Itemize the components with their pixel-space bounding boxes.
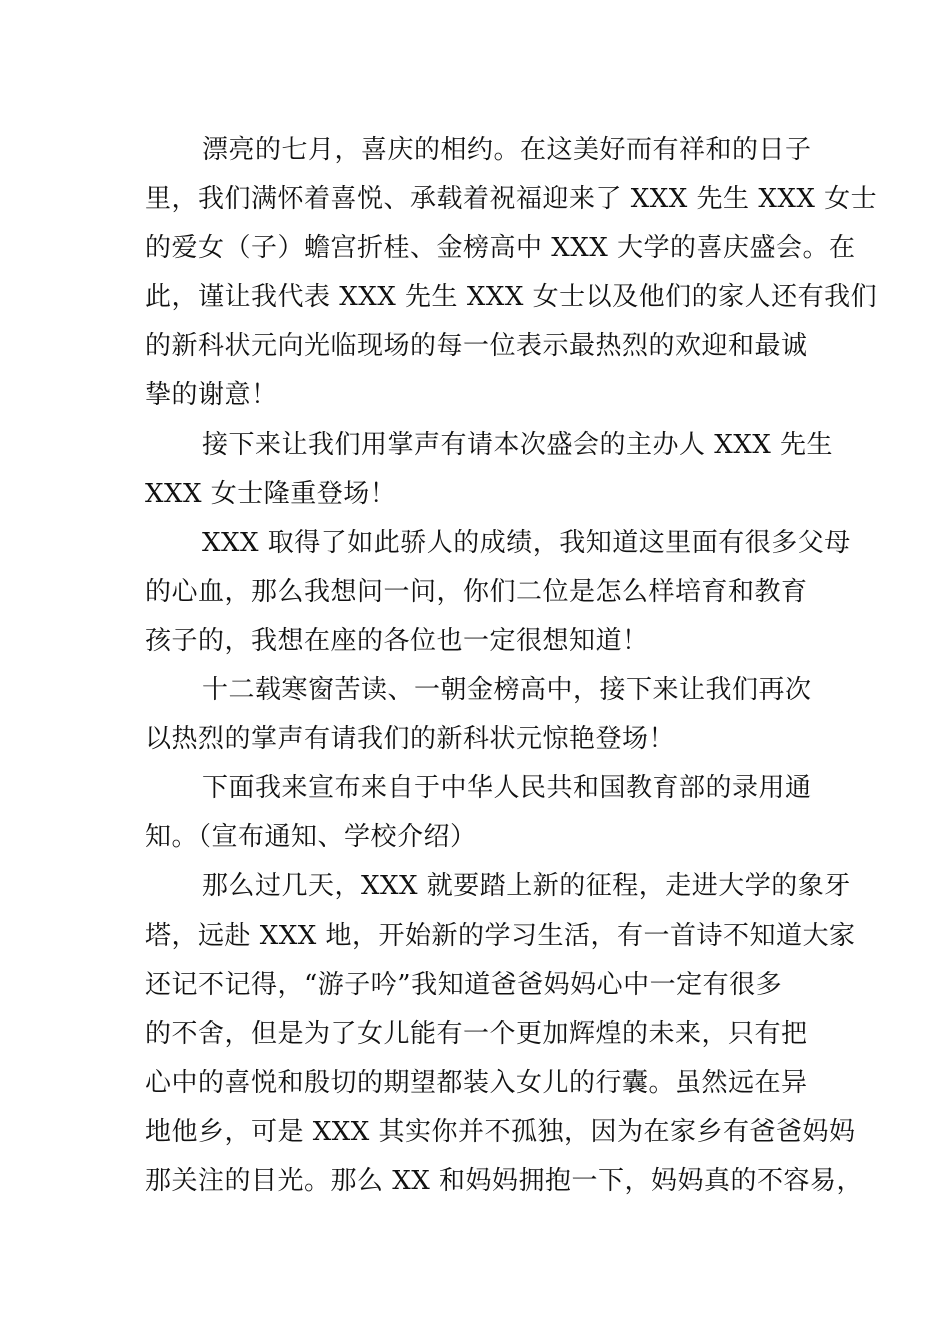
paragraph-line: 挚的谢意！ (145, 380, 278, 411)
paragraph-invite-graduate (145, 666, 810, 764)
paragraph-admission-notice (145, 764, 810, 862)
paragraph-line: 十二载寒窗苦读、一朝金榜高中，接下来让我们再次 (202, 675, 812, 706)
paragraph-line: XXX 女士隆重登场！ (145, 478, 397, 509)
paragraph-line: 下面我来宣布来自于中华人民共和国教育部的录用通 (202, 773, 812, 804)
paragraph-welcome (145, 126, 878, 421)
paragraph-line: 此，谨让我代表 XXX 先生 XXX 女士以及他们的家人还有我们 (145, 282, 878, 313)
document-body (145, 126, 878, 1206)
paragraph-line: 心中的喜悦和殷切的期望都装入女儿的行囊。虽然远在异 (145, 1067, 808, 1098)
paragraph-line: 的不舍，但是为了女儿能有一个更加辉煌的未来，只有把 (145, 1018, 808, 1049)
paragraph-line: 的心血，那么我想问一问，你们二位是怎么样培育和教育 (145, 576, 808, 607)
paragraph-invite-host (145, 421, 834, 519)
paragraph-line: 地他乡，可是 XXX 其实你并不孤独，因为在家乡有爸爸妈妈 (145, 1116, 856, 1147)
paragraph-line: 接下来让我们用掌声有请本次盛会的主办人 XXX 先生 (202, 429, 834, 460)
paragraph-farewell (145, 862, 864, 1206)
paragraph-line: 那关注的目光。那么 XX 和妈妈拥抱一下，妈妈真的不容易， (145, 1165, 864, 1196)
paragraph-parents-question (145, 519, 851, 666)
paragraph-line: 塔，远赴 XXX 地，开始新的学习生活，有一首诗不知道大家 (145, 920, 856, 951)
paragraph-line: 的爱女（子）蟾宫折桂、金榜高中 XXX 大学的喜庆盛会。在 (145, 233, 856, 264)
paragraph-line: 里，我们满怀着喜悦、承载着祝福迎来了 XXX 先生 XXX 女士 (145, 184, 878, 215)
paragraph-line: XXX 取得了如此骄人的成绩，我知道这里面有很多父母 (202, 527, 851, 558)
paragraph-line: 以热烈的掌声有请我们的新科状元惊艳登场！ (145, 724, 676, 755)
paragraph-line: 漂亮的七月，喜庆的相约。在这美好而有祥和的日子 (202, 135, 812, 165)
paragraph-line: 的新科状元向光临现场的每一位表示最热烈的欢迎和最诚 (145, 331, 808, 362)
paragraph-line: 孩子的，我想在座的各位也一定很想知道！ (145, 625, 649, 656)
paragraph-line: 还记不记得，“游子吟”我知道爸爸妈妈心中一定有很多 (145, 969, 783, 1000)
paragraph-line: 那么过几天，XXX 就要踏上新的征程，走进大学的象牙 (202, 871, 851, 902)
paragraph-line: 知。（宣布通知、学校介绍） (145, 822, 477, 853)
